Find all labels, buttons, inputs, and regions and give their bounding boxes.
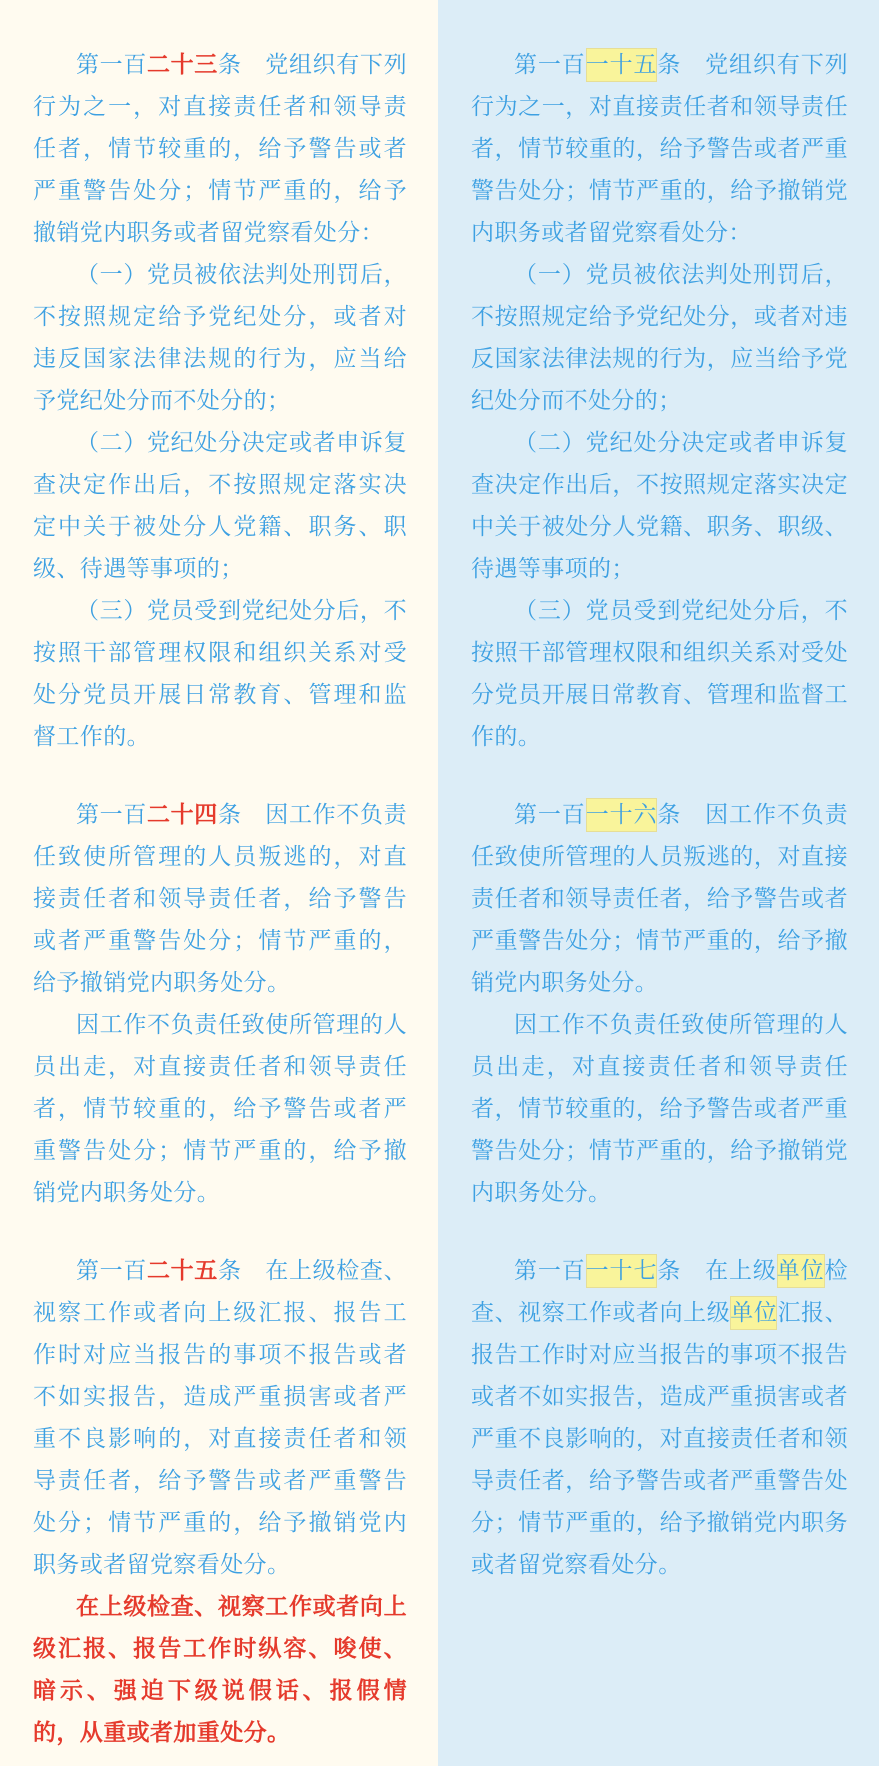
article-123-item-3	[33, 590, 407, 758]
red-bold-text: 二十五	[146, 1258, 218, 1284]
article-115-header	[471, 44, 848, 254]
text-run: 第一百	[514, 802, 586, 828]
text-run: （二）党纪处分决定或者申诉复查决定作出后，不按照规定落实决定中关于被处分人党籍、职务、职级、待遇等事项的；	[33, 430, 407, 582]
highlight-text: 一十六	[586, 798, 658, 832]
text-run: 条 因工作不负责任致使所管理的人员叛逃的，对直接责任者和领导责任者，给予警告或者严重警告处分；情节严重的，给予撤销党内职务处分。	[33, 802, 407, 996]
highlight-text: 单位	[777, 1254, 825, 1288]
right-column-original-version	[438, 0, 879, 1766]
red-bold-text: 在上级检查、视察工作或者向上级汇报、报告工作时纵容、唆使、暗示、强迫下级说假话、报假情的，从重或者加重处分。	[33, 1594, 407, 1746]
highlight-text: 一十七	[586, 1254, 658, 1288]
article-117-header	[471, 1250, 848, 1586]
article-125-added-para	[33, 1586, 407, 1754]
article-115-item-1	[471, 254, 848, 422]
highlight-text: 一十五	[586, 48, 658, 82]
article-125-header	[33, 1250, 407, 1586]
article-123-item-1	[33, 254, 407, 422]
text-run: 因工作不负责任致使所管理的人员出走，对直接责任者和领导责任者，情节较重的，给予警告或者严重警告处分；情节严重的，给予撤销党内职务处分。	[33, 1012, 407, 1206]
text-run: （三）党员受到党纪处分后，不按照干部管理权限和组织关系对受处分党员开展日常教育、管理和监督工作的。	[471, 598, 848, 750]
text-run: 第一百	[76, 1258, 147, 1284]
text-run: 条 因工作不负责任致使所管理的人员叛逃的，对直接责任者和领导责任者，给予警告或者严重警告处分；情节严重的，给予撤销党内职务处分。	[471, 802, 849, 996]
text-run: 第一百	[514, 1258, 586, 1284]
text-run: 条 在上级	[657, 1258, 777, 1284]
text-run: 条 在上级检查、视察工作或者向上级汇报、报告工作时对应当报告的事项不报告或者不如实报告，造成严重损害或者严重不良影响的，对直接责任者和领导责任者，给予警告或者严重警告处分；情节严重的，给予撤销党内职务或者留党察看处分。	[33, 1258, 407, 1578]
text-run: 第一百	[514, 52, 586, 78]
red-bold-text: 二十三	[146, 52, 218, 78]
text-run: 第一百	[76, 52, 147, 78]
text-run: （一）党员被依法判处刑罚后，不按照规定给予党纪处分，或者对违反国家法律法规的行为，应当给予党纪处分而不处分的；	[33, 262, 407, 414]
article-116-para-2	[471, 1004, 848, 1214]
article-124-para-2	[33, 1004, 407, 1214]
red-bold-text: 二十四	[146, 802, 218, 828]
text-run: 因工作不负责任致使所管理的人员出走，对直接责任者和领导责任者，情节较重的，给予警告或者严重警告处分；情节严重的，给予撤销党内职务处分。	[471, 1012, 848, 1206]
text-run: 第一百	[76, 802, 147, 828]
text-run: 条 党组织有下列行为之一，对直接责任者和领导责任者，情节较重的，给予警告或者严重警告处分；情节严重的，给予撤销党内职务或者留党察看处分：	[33, 52, 407, 246]
text-run: （三）党员受到党纪处分后，不按照干部管理权限和组织关系对受处分党员开展日常教育、管理和监督工作的。	[33, 598, 407, 750]
left-column-revised-version	[0, 0, 438, 1766]
article-124-header	[33, 794, 407, 1004]
article-116-header	[471, 794, 848, 1004]
article-115-item-3	[471, 590, 848, 758]
text-run: 条 党组织有下列行为之一，对直接责任者和领导责任者，情节较重的，给予警告或者严重警告处分；情节严重的，给予撤销党内职务或者留党察看处分：	[471, 52, 849, 246]
article-115-item-2	[471, 422, 848, 590]
text-run: 检查、视察工作或者向上级	[471, 1258, 848, 1326]
text-run: （一）党员被依法判处刑罚后，不按照规定给予党纪处分，或者对违反国家法律法规的行为，应当给予党纪处分而不处分的；	[471, 262, 848, 414]
text-run: （二）党纪处分决定或者申诉复查决定作出后，不按照规定落实决定中关于被处分人党籍、职务、职级、待遇等事项的；	[471, 430, 848, 582]
article-123-item-2	[33, 422, 407, 590]
highlight-text: 单位	[730, 1296, 777, 1330]
text-run: 汇报、报告工作时对应当报告的事项不报告或者不如实报告，造成严重损害或者严重不良影响的，对直接责任者和领导责任者，给予警告或者严重警告处分；情节严重的，给予撤销党内职务或者留党察看处分。	[471, 1300, 848, 1578]
article-123-header	[33, 44, 407, 254]
